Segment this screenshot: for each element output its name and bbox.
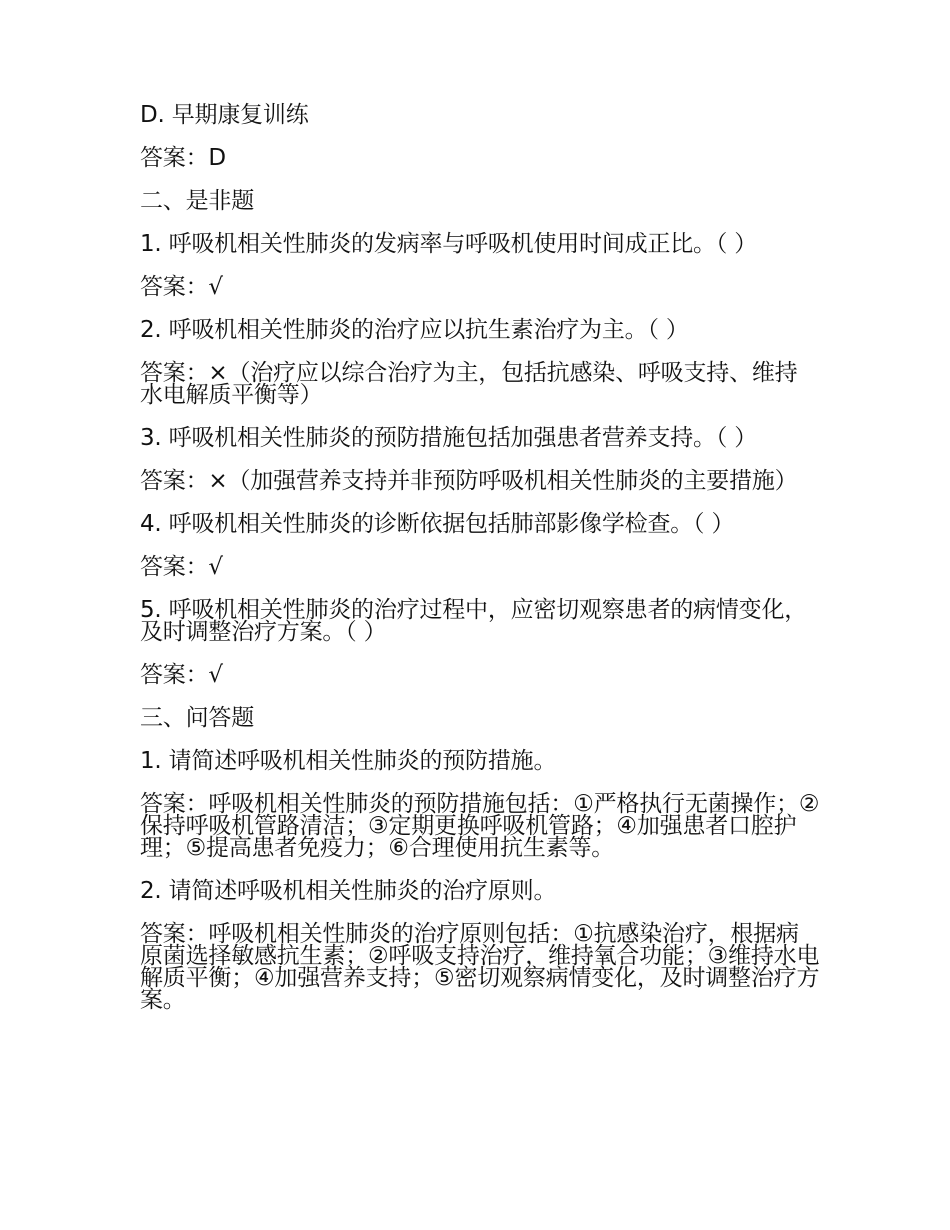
- answer-line: 答案：√: [140, 662, 223, 688]
- qa-question-2: 2. 请简述呼吸机相关性肺炎的治疗原则。: [140, 878, 557, 904]
- question-5: 5. 呼吸机相关性肺炎的治疗过程中，应密切观察患者的病情变化，及时调整治疗方案。（ ）: [140, 597, 808, 645]
- answer-line: 答案：×（加强营养支持并非预防呼吸机相关性肺炎的主要措施）: [140, 468, 798, 494]
- question-4: 4. 呼吸机相关性肺炎的诊断依据包括肺部影像学检查。（ ）: [140, 511, 735, 537]
- qa-answer-1: 答案：呼吸机相关性肺炎的预防措施包括：①严格执行无菌操作；②保持呼吸机管路清洁；③定期更换呼吸机管路；④加强患者口腔护理；⑤提高患者免疫力；⑥合理使用抗生素等。: [140, 791, 820, 861]
- question-1: 1. 呼吸机相关性肺炎的发病率与呼吸机使用时间成正比。（ ）: [140, 231, 758, 257]
- qa-question-1: 1. 请简述呼吸机相关性肺炎的预防措施。: [140, 748, 557, 774]
- answer-line: 答案：×（治疗应以综合治疗为主，包括抗感染、呼吸支持、维持水电解质平衡等）: [140, 360, 798, 408]
- question-2: 2. 呼吸机相关性肺炎的治疗应以抗生素治疗为主。（ ）: [140, 317, 689, 343]
- answer-line: 答案：D: [140, 145, 226, 171]
- answer-line: 答案：√: [140, 274, 223, 300]
- section-heading-true-false: 二、是非题: [140, 188, 255, 214]
- option-d: D. 早期康复训练: [140, 102, 309, 128]
- qa-answer-2: 答案：呼吸机相关性肺炎的治疗原则包括：①抗感染治疗，根据病原菌选择敏感抗生素；②呼吸支持治疗，维持氧合功能；③维持水电解质平衡；④加强营养支持；⑤密切观察病情变化，及时调整治疗方案。: [140, 921, 820, 1013]
- document-page: [140, 104, 820, 1011]
- answer-line: 答案：√: [140, 554, 223, 580]
- section-heading-qa: 三、问答题: [140, 705, 255, 731]
- question-3: 3. 呼吸机相关性肺炎的预防措施包括加强患者营养支持。（ ）: [140, 425, 758, 451]
